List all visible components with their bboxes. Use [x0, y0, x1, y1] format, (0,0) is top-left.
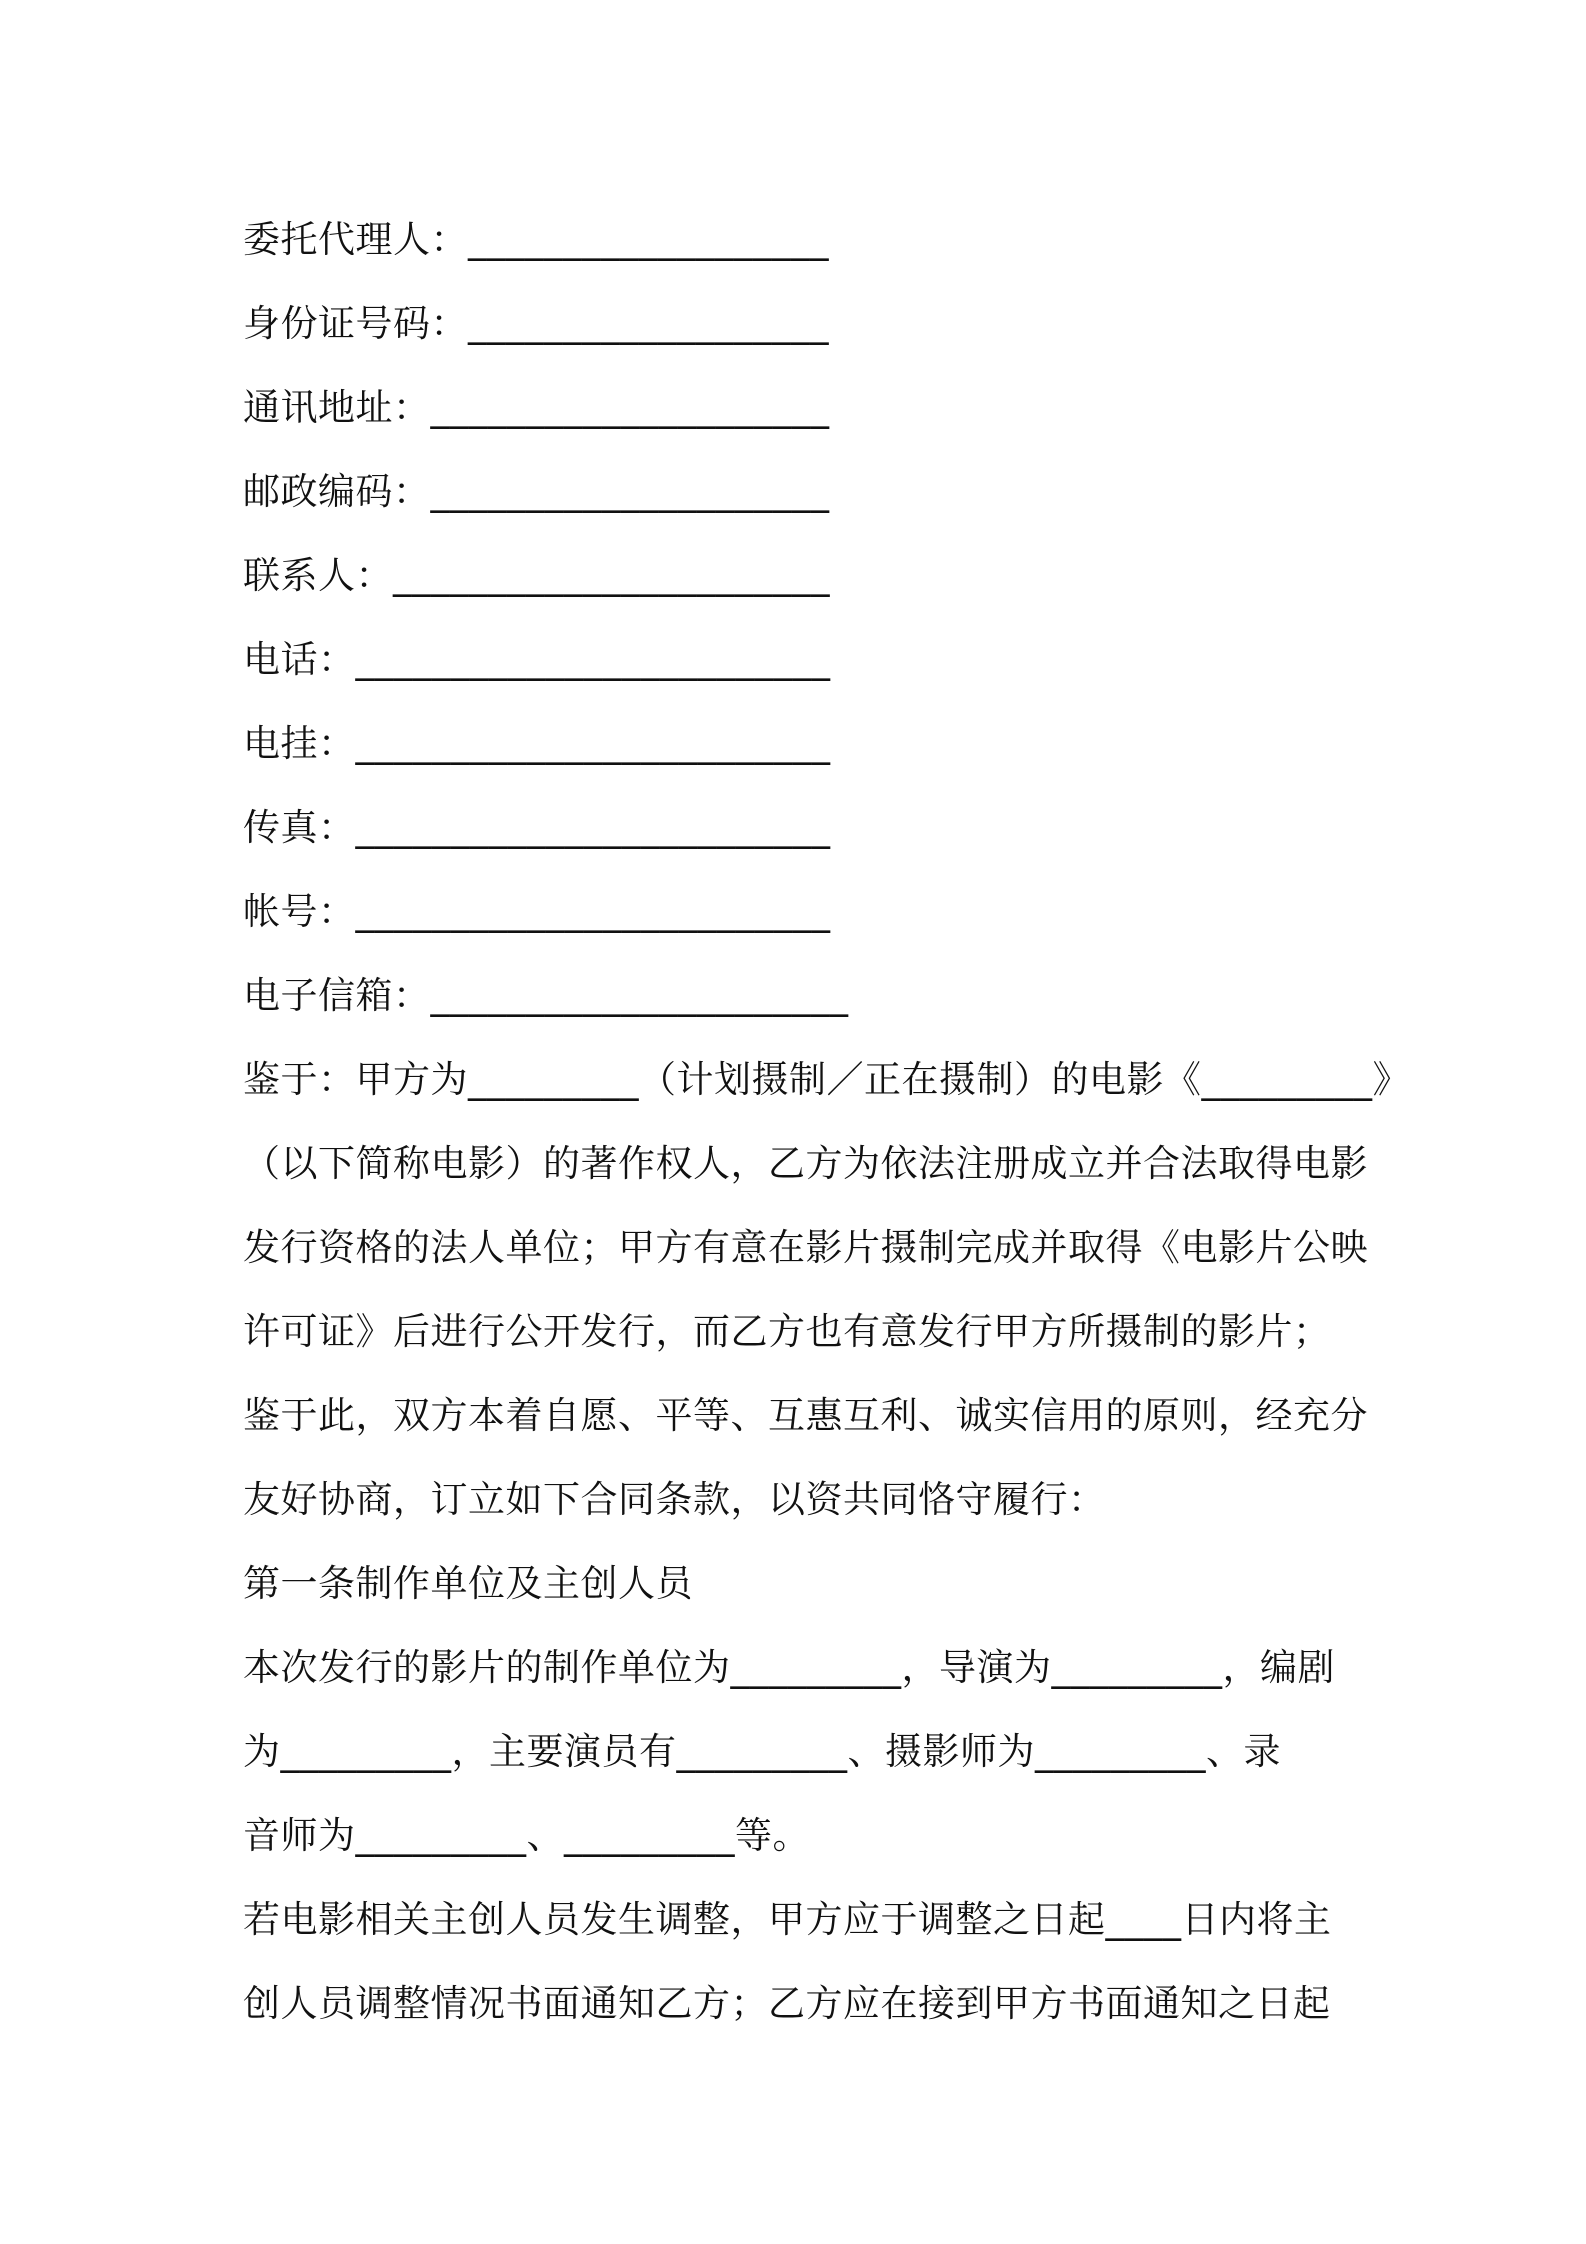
article-1-line-1: 本次发行的影片的制作单位为_________，导演为_________，编剧: [243, 1646, 1335, 1689]
field-fax: 传真：_________________________: [243, 806, 831, 849]
recital-line-3: 发行资格的法人单位；甲方有意在影片摄制完成并取得《电影片公映: [243, 1226, 1368, 1269]
field-email: 电子信箱：______________________: [243, 974, 849, 1017]
field-contact-person: 联系人：_______________________: [243, 554, 830, 597]
article-1-heading: 第一条制作单位及主创人员: [243, 1562, 693, 1605]
article-1-line-3: 音师为_________、_________等。: [243, 1814, 810, 1857]
field-id-number: 身份证号码：___________________: [243, 302, 829, 345]
field-telegraph: 电挂：_________________________: [243, 722, 831, 765]
recital-line-6: 友好协商，订立如下合同条款，以资共同恪守履行：: [243, 1478, 1106, 1521]
recital-line-1: 鉴于：甲方为_________（计划摄制／正在摄制）的电影《_________》: [243, 1058, 1410, 1101]
article-1-line-2: 为_________，主要演员有_________、摄影师为_________、录: [243, 1730, 1281, 1773]
article-1-line-5: 创人员调整情况书面通知乙方；乙方应在接到甲方书面通知之日起: [243, 1982, 1331, 2025]
field-postal-code: 邮政编码：_____________________: [243, 470, 830, 513]
field-agent: 委托代理人：___________________: [243, 218, 829, 261]
field-phone: 电话：_________________________: [243, 638, 831, 681]
field-address: 通讯地址：_____________________: [243, 386, 830, 429]
recital-line-4: 许可证》后进行公开发行，而乙方也有意发行甲方所摄制的影片；: [243, 1310, 1331, 1353]
field-account: 帐号：_________________________: [243, 890, 831, 933]
recital-line-2: （以下简称电影）的著作权人，乙方为依法注册成立并合法取得电影: [243, 1142, 1368, 1185]
recital-line-5: 鉴于此，双方本着自愿、平等、互惠互利、诚实信用的原则，经充分: [243, 1394, 1368, 1437]
document-body: [243, 198, 1410, 2046]
article-1-line-4: 若电影相关主创人员发生调整，甲方应于调整之日起____日内将主: [243, 1898, 1332, 1941]
